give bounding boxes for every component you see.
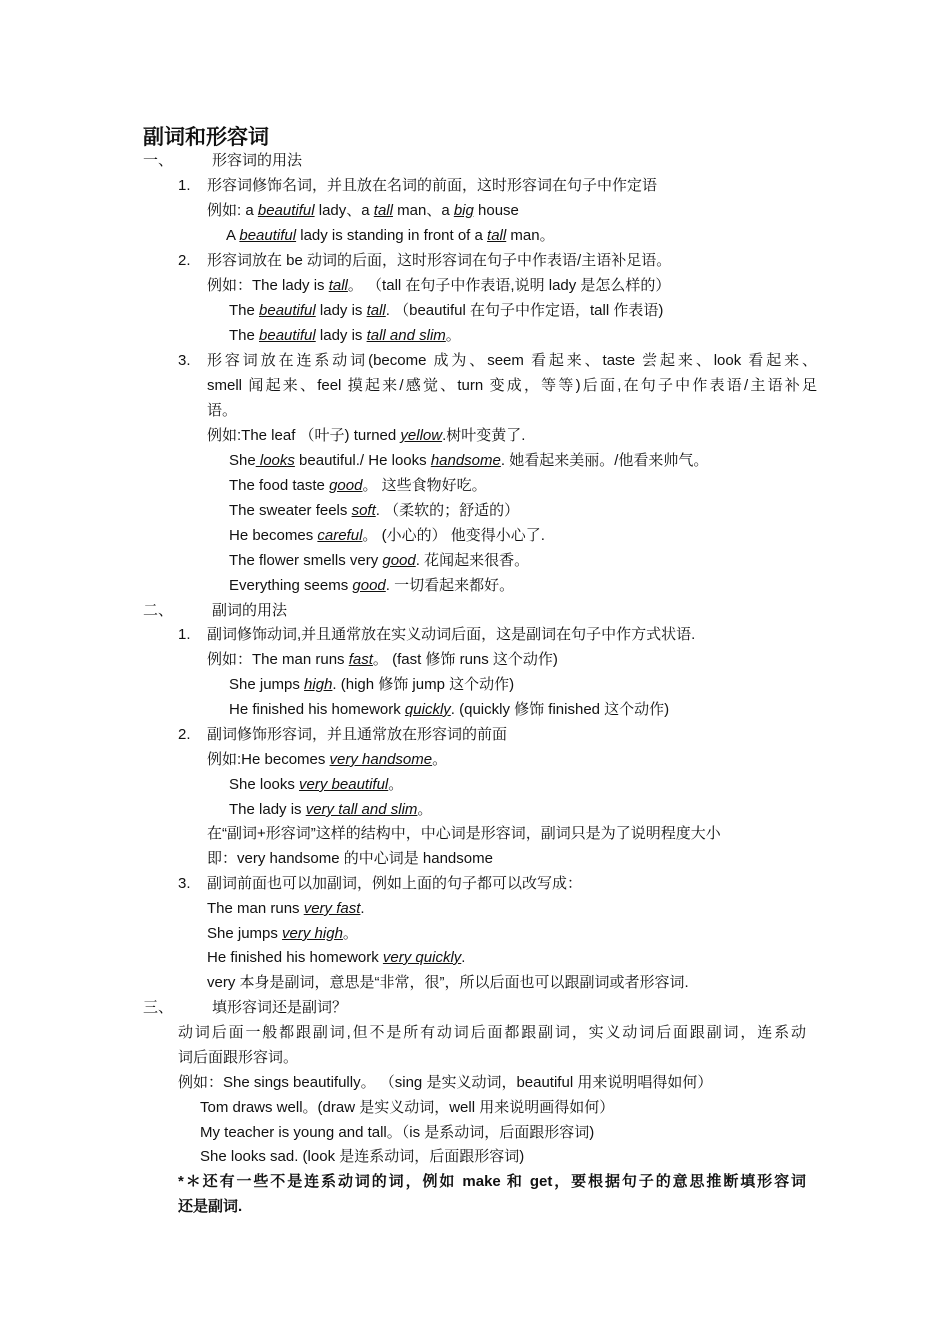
- example-line: He becomes careful。 (小心的） 他变得小心了.: [229, 527, 545, 544]
- example-line: 例如:The leaf （叶子) turned yellow.树叶变黄了.: [207, 427, 526, 444]
- item-2-2-number: 2.: [178, 726, 191, 743]
- paragraph-line: 动词后面一般都跟副词,但不是所有动词后面都跟副词，实义动词后面跟副词，连系动: [178, 1024, 806, 1041]
- example-line: 例如: a beautiful lady、a tall man、a big house: [207, 202, 519, 219]
- item-2-3-text: 副词前面也可以加副词，例如上面的句子都可以改写成：: [207, 875, 583, 892]
- example-line: She looks very beautiful。: [229, 776, 404, 793]
- page-title: 副词和形容词: [143, 126, 269, 149]
- example-line: The beautiful lady is tall and slim。: [229, 327, 461, 344]
- example-line: The sweater feels soft. （柔软的；舒适的）: [229, 502, 520, 519]
- example-line: She looks sad. (look 是连系动词，后面跟形容词): [200, 1148, 525, 1165]
- item-1-2-number: 2.: [178, 252, 191, 269]
- example-line: 例如：She sings beautifully。 （sing 是实义动词，beautiful 用来说明唱得如何）: [178, 1074, 713, 1091]
- example-line: She jumps high. (high 修饰 jump 这个动作): [229, 676, 515, 693]
- section-2-title: 副词的用法: [212, 602, 288, 619]
- example-line: She looks beautiful./ He looks handsome. 她看起来美丽。/他看来帅气。: [229, 452, 709, 469]
- section-2-number: 二、: [143, 602, 174, 619]
- item-2-1-text: 副词修饰动词,并且通常放在实义动词后面，这是副词在句子中作方式状语.: [207, 626, 696, 643]
- example-line: Tom draws well。(draw 是实义动词，well 用来说明画得如何）: [200, 1099, 615, 1116]
- paragraph-line: 词后面跟形容词。: [178, 1049, 299, 1066]
- example-line: 例如：The man runs fast。 (fast 修饰 runs 这个动作): [207, 651, 558, 668]
- example-line: 例如：The lady is tall。 （tall 在句子中作表语,说明 lady 是怎么样的）: [207, 277, 671, 294]
- item-1-3-text: smell 闻起来、feel 摸起来/感觉、turn 变成，等等)后面,在句子中作表语/主语补足: [207, 377, 817, 394]
- tip-line: *＊还有一些不是连系动词的词，例如 make 和 get，要根据句子的意思推断填形容词: [178, 1173, 806, 1190]
- example-line: The lady is very tall and slim。: [229, 801, 433, 818]
- example-line: My teacher is young and tall。（is 是系动词，后面跟形容词): [200, 1124, 595, 1141]
- item-1-3-text: 形容词放在连系动词(become 成为、seem 看起来、taste 尝起来、look 看起来、: [207, 352, 817, 369]
- item-1-1-text: 形容词修饰名词，并且放在名词的前面，这时形容词在句子中作定语: [207, 177, 658, 194]
- item-1-2-text: 形容词放在 be 动词的后面，这时形容词在句子中作表语/主语补足语。: [207, 252, 672, 269]
- note-line: 即：very handsome 的中心词是 handsome: [207, 850, 493, 867]
- example-line: Everything seems good. 一切看起来都好。: [229, 577, 515, 594]
- example-line: The man runs very fast.: [207, 900, 365, 917]
- item-2-1-number: 1.: [178, 626, 191, 643]
- item-1-3-number: 3.: [178, 352, 191, 369]
- item-1-1-number: 1.: [178, 177, 191, 194]
- section-1-title: 形容词的用法: [212, 152, 303, 169]
- example-line: The beautiful lady is tall. （beautiful 在句子中作定语，tall 作表语): [229, 302, 664, 319]
- section-1-number: 一、: [143, 152, 174, 169]
- example-line: He finished his homework quickly. (quickly 修饰 finished 这个动作): [229, 701, 670, 718]
- example-line: The food taste good。 这些食物好吃。: [229, 477, 487, 494]
- item-2-3-number: 3.: [178, 875, 191, 892]
- example-line: He finished his homework very quickly.: [207, 949, 466, 966]
- example-line: The flower smells very good. 花闻起来很香。: [229, 552, 530, 569]
- section-3-number: 三、: [143, 999, 174, 1016]
- example-line: A beautiful lady is standing in front of a tall man。: [226, 227, 555, 244]
- item-2-2-text: 副词修饰形容词，并且通常放在形容词的前面: [207, 726, 508, 743]
- note-line: very 本身是副词，意思是“非常，很”，所以后面也可以跟副词或者形容词.: [207, 974, 689, 991]
- item-1-3-text: 语。: [207, 402, 238, 419]
- tip-line: 还是副词.: [178, 1198, 243, 1215]
- example-line: 例如:He becomes very handsome。: [207, 751, 448, 768]
- example-line: She jumps very high。: [207, 925, 358, 942]
- section-3-title: 填形容词还是副词？: [212, 999, 348, 1016]
- note-line: 在“副词+形容词”这样的结构中，中心词是形容词，副词只是为了说明程度大小: [207, 825, 721, 842]
